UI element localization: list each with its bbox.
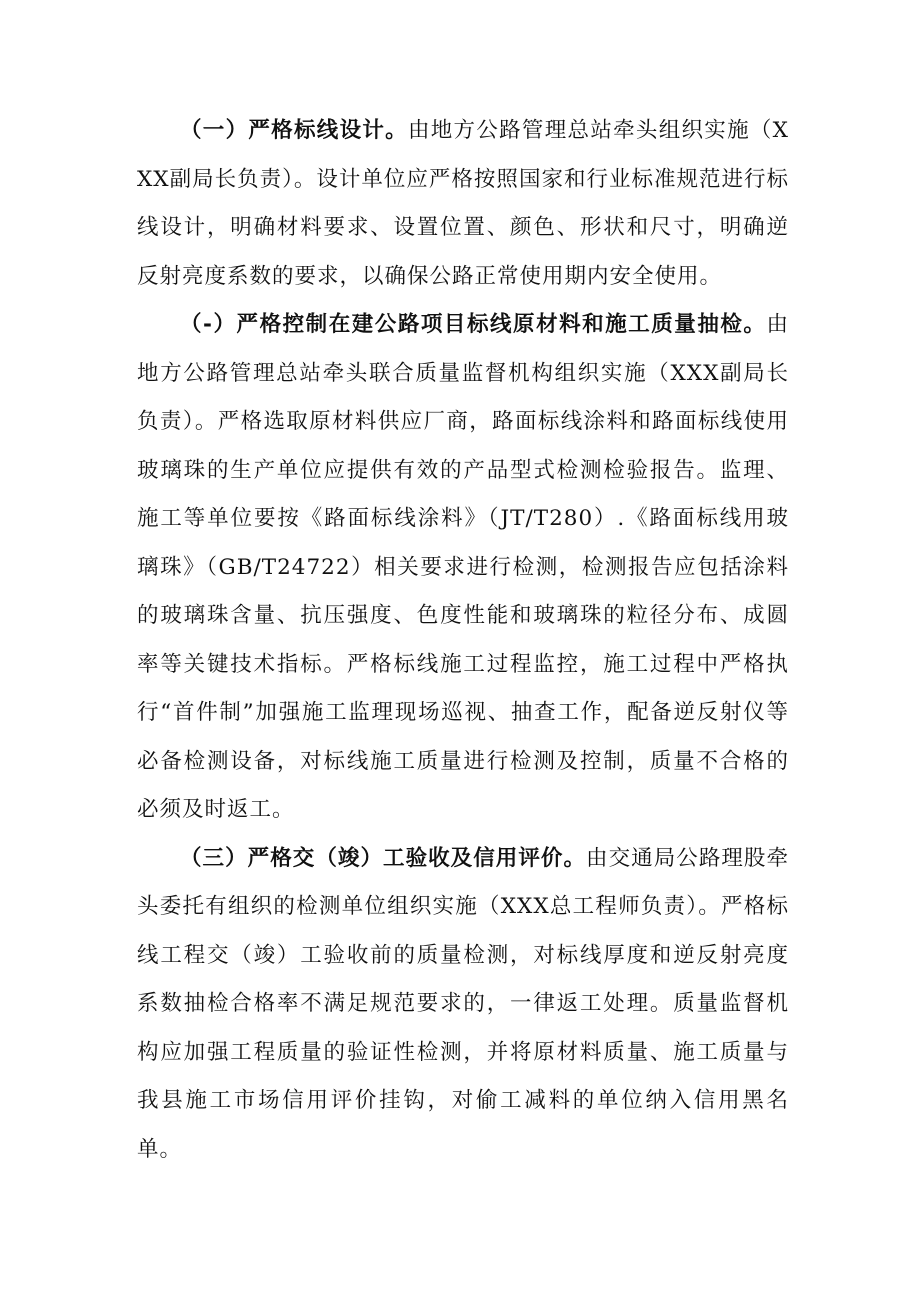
paragraph-3 <box>137 835 789 1175</box>
paragraph-1-text: 由地方公路管理总站牵头组织实施（XXX副局长负责）。设计单位应严格按照国家和行业标准规范进行标线设计，明确材料要求、设置位置、颜色、形状和尺寸，明确逆反射亮度系数的要求，以确保公路正常使用期内安全使用。 <box>137 118 789 289</box>
paragraph-2-text: 由地方公路管理总站牵头联合质量监督机构组织实施（XXX副局长负责）。严格选取原材料供应厂商，路面标线涂料和路面标线使用玻璃珠的生产单位应提供有效的产品型式检测检验报告。监理、施工等单位要按《路面标线涂料》（JT/T280）.《路面标线用玻璃珠》（GB/T24722）相关要求进行检测，检测报告应包括涂料的玻璃珠含量、抗压强度、色度性能和玻璃珠的粒径分布、成圆率等关键技术指标。严格标线施工过程监控，施工过程中严格执行“首件制”加强施工监理现场巡视、抽查工作，配备逆反射仪等必备检测设备，对标线施工质量进行检测及控制，质量不合格的必须及时返工。 <box>137 312 789 822</box>
paragraph-1-heading: （一）严格标线设计。 <box>180 118 408 143</box>
paragraph-1 <box>137 107 789 301</box>
paragraph-2 <box>137 301 789 835</box>
document-body <box>137 107 789 1174</box>
paragraph-3-heading: （三）严格交（竣）工验收及信用评价。 <box>180 845 587 871</box>
paragraph-3-text: 由交通局公路理股牵头委托有组织的检测单位组织实施（XXX总工程师负责）。严格标线工程交（竣）工验收前的质量检测，对标线厚度和逆反射亮度系数抽检合格率不满足规范要求的，一律返工处理。质量监督机构应加强工程质量的验证性检测，并将原材料质量、施工质量与我县施工市场信用评价挂钩，对偷工减料的单位纳入信用黑名单。 <box>137 845 789 1162</box>
paragraph-2-heading: （-）严格控制在建公路项目标线原材料和施工质量抽检。 <box>180 312 767 337</box>
